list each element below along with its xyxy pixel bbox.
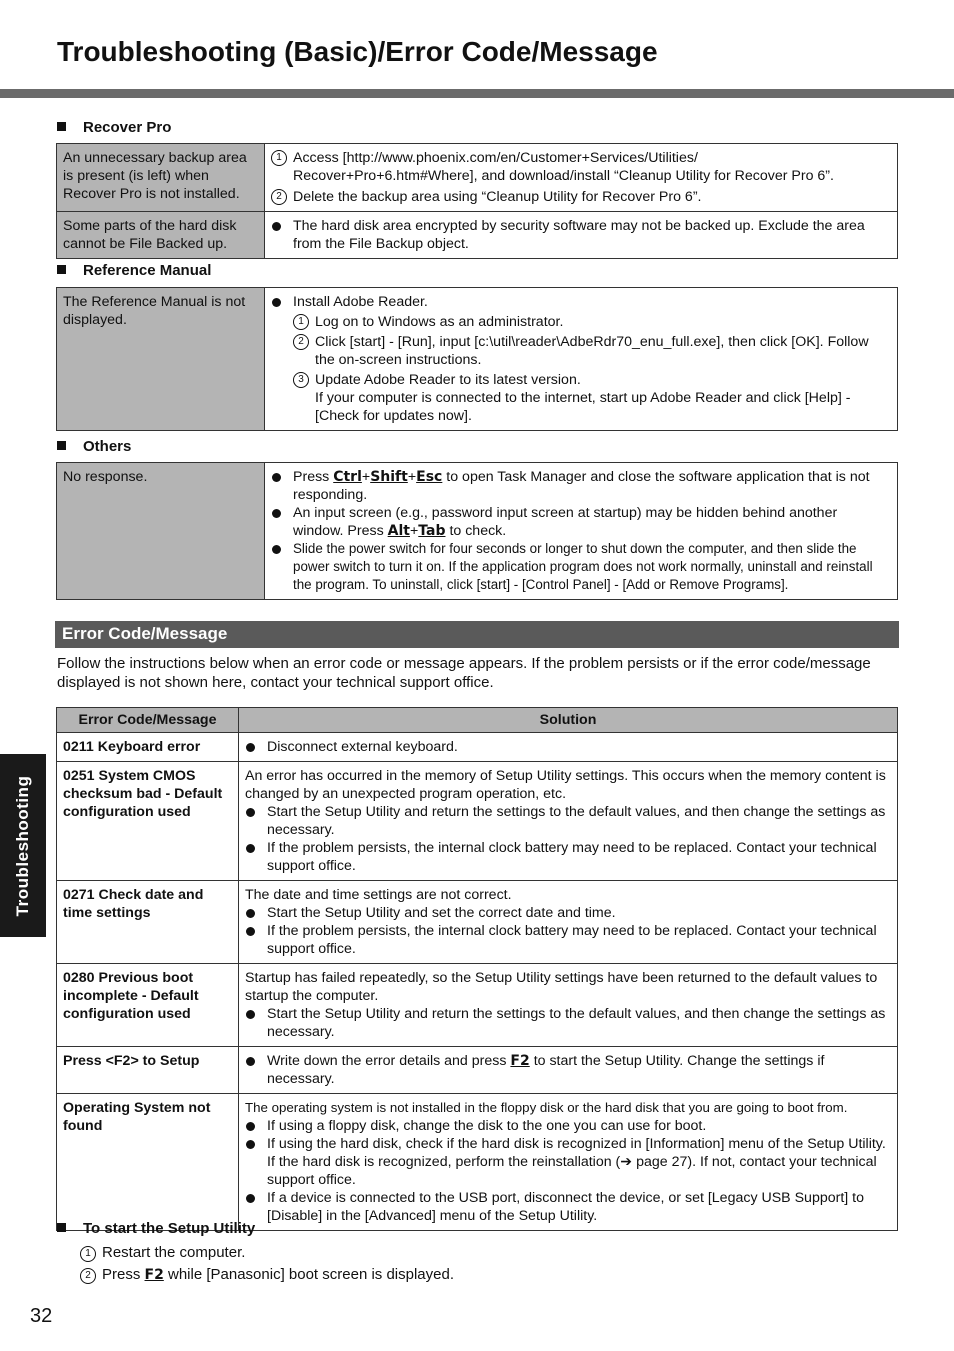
error-code-cell: 0211 Keyboard error bbox=[57, 733, 239, 762]
circled-number-icon: 1 bbox=[80, 1246, 96, 1262]
title-rule bbox=[0, 89, 954, 98]
square-bullet-icon bbox=[57, 441, 66, 450]
reference-manual-heading: Reference Manual bbox=[57, 262, 211, 279]
table-row bbox=[57, 1047, 898, 1094]
solution-cell bbox=[239, 1094, 898, 1231]
page-title: Troubleshooting (Basic)/Error Code/Message bbox=[57, 36, 658, 67]
square-bullet-icon bbox=[57, 122, 66, 131]
circled-number-icon: 1 bbox=[293, 314, 309, 330]
circled-number-icon: 2 bbox=[293, 334, 309, 350]
list-item: Disconnect external keyboard. bbox=[245, 738, 891, 756]
error-code-cell: Press <F2> to Setup bbox=[57, 1047, 239, 1094]
problem-cell: The Reference Manual is not displayed. bbox=[57, 288, 265, 431]
bullet-icon bbox=[272, 222, 281, 231]
circled-number-icon: 3 bbox=[293, 372, 309, 388]
list-item: If using the hard disk, check if the hard disk is recognized in [Information] menu of the Setup Utility. If the hard disk is recognized, perform the reinstallation (➔ page 27). If not, contact your technical support office. bbox=[245, 1135, 891, 1189]
solution-text: An error has occurred in the memory of Setup Utility settings. This occurs when the memory content is changed by an unexpected program operation, etc. bbox=[245, 768, 886, 802]
bullet-icon bbox=[246, 743, 255, 752]
key-esc: Esc bbox=[416, 469, 443, 485]
setup-step-2: 2 Press F2 while [Panasonic] boot screen is displayed. bbox=[80, 1266, 454, 1283]
table-row bbox=[57, 762, 898, 881]
bullet-icon bbox=[246, 909, 255, 918]
error-code-cell: 0280 Previous boot incomplete - Default configuration used bbox=[57, 964, 239, 1047]
list-item: If a device is connected to the USB port, disconnect the device, or set [Legacy USB Support] to [Disable] in the [Advanced] menu of the Setup Utility. bbox=[245, 1189, 891, 1225]
solution-cell bbox=[265, 463, 898, 600]
list-item-continuation: If your computer is connected to the internet, start up Adobe Reader and click [Help] - [Check for updates now]. bbox=[315, 390, 851, 424]
key-ctrl: Ctrl bbox=[333, 469, 362, 485]
others-heading: Others bbox=[57, 438, 131, 455]
solution-cell bbox=[265, 144, 898, 212]
list-item: Slide the power switch for four seconds or longer to shut down the computer, and then slide the power switch to turn it on. If the application program does not work normally, uninstall and reinstall the program. To uninstall, click [start] - [Control Panel] - [Add or Remove Programs]. bbox=[271, 540, 891, 594]
column-header-solution: Solution bbox=[239, 708, 898, 733]
solution-text: Startup has failed repeatedly, so the Setup Utility settings have been returned to the default values to startup the computer. bbox=[245, 970, 878, 1004]
recover-pro-table bbox=[56, 143, 898, 259]
arrow-right-icon: ➔ bbox=[620, 1154, 633, 1170]
list-item: An input screen (e.g., password input screen at startup) may be hidden behind another window. Press Alt+Tab to check. bbox=[271, 504, 891, 540]
key-f2: F2 bbox=[144, 1267, 164, 1283]
list-item: If the problem persists, the internal clock battery may need to be replaced. Contact your technical support office. bbox=[245, 922, 891, 958]
table-row bbox=[57, 1094, 898, 1231]
key-f2: F2 bbox=[510, 1053, 530, 1069]
list-item: 3 Update Adobe Reader to its latest version. bbox=[293, 371, 891, 389]
bullet-icon bbox=[272, 545, 281, 554]
list-item-continuation: Recover+Pro+6.htm#Where], and download/install “Cleanup Utility for Recover Pro 6”. bbox=[293, 168, 834, 184]
list-item: 2 Click [start] - [Run], input [c:\util\reader\AdbeRdr70_enu_full.exe], then click [OK]. Follow the on-screen instructions. bbox=[293, 333, 891, 369]
circled-number-icon: 1 bbox=[271, 150, 287, 166]
bullet-icon bbox=[246, 1194, 255, 1203]
side-tab-label: Troubleshooting bbox=[13, 775, 32, 916]
bullet-icon bbox=[272, 473, 281, 482]
solution-text: The operating system is not installed in the floppy disk or the hard disk that you are going to boot from. bbox=[245, 1100, 848, 1115]
column-header-code: Error Code/Message bbox=[57, 708, 239, 733]
table-header-row bbox=[57, 708, 898, 733]
recover-pro-heading: Recover Pro bbox=[57, 119, 171, 136]
table-row bbox=[57, 463, 898, 600]
error-code-table bbox=[56, 707, 898, 1231]
list-item: Install Adobe Reader. bbox=[271, 293, 891, 311]
solution-text: The date and time settings are not correct. bbox=[245, 887, 512, 903]
section-heading-bar bbox=[55, 621, 899, 648]
list-item: The hard disk area encrypted by security software may not be backed up. Exclude the area from the File Backup object. bbox=[271, 217, 891, 253]
bullet-icon bbox=[272, 298, 281, 307]
setup-step-1: 1 Restart the computer. bbox=[80, 1244, 245, 1261]
list-item: If using a floppy disk, change the disk to the one you can use for boot. bbox=[245, 1117, 891, 1135]
table-row bbox=[57, 881, 898, 964]
list-item: Start the Setup Utility and return the settings to the default values, and then change the settings as necessary. bbox=[245, 1005, 891, 1041]
bullet-icon bbox=[246, 927, 255, 936]
list-item: Press Ctrl+Shift+Esc to open Task Manager and close the software application that is not responding. bbox=[271, 468, 891, 504]
reference-manual-table bbox=[56, 287, 898, 431]
side-tab bbox=[0, 754, 46, 937]
bullet-icon bbox=[246, 1010, 255, 1019]
key-tab: Tab bbox=[418, 523, 446, 539]
circled-number-icon: 2 bbox=[80, 1268, 96, 1284]
solution-cell bbox=[239, 881, 898, 964]
solution-cell bbox=[239, 1047, 898, 1094]
problem-cell: An unnecessary backup area is present (is left) when Recover Pro is not installed. bbox=[57, 144, 265, 212]
square-bullet-icon bbox=[57, 1223, 66, 1232]
solution-cell bbox=[239, 964, 898, 1047]
bullet-icon bbox=[246, 1122, 255, 1131]
list-item: Start the Setup Utility and return the settings to the default values, and then change the settings as necessary. bbox=[245, 803, 891, 839]
bullet-icon bbox=[246, 1057, 255, 1066]
table-row bbox=[57, 144, 898, 212]
intro-paragraph: Follow the instructions below when an error code or message appears. If the problem persists or if the error code/message displayed is not shown here, contact your technical support office. bbox=[57, 655, 871, 691]
table-row bbox=[57, 288, 898, 431]
key-shift: Shift bbox=[370, 469, 408, 485]
setup-utility-heading: To start the Setup Utility bbox=[57, 1220, 255, 1237]
problem-cell: Some parts of the hard disk cannot be File Backed up. bbox=[57, 212, 265, 259]
list-item: 1 Log on to Windows as an administrator. bbox=[293, 313, 891, 331]
table-row bbox=[57, 212, 898, 259]
list-item: Start the Setup Utility and set the correct date and time. bbox=[245, 904, 891, 922]
bullet-icon bbox=[272, 509, 281, 518]
section-heading: Error Code/Message bbox=[62, 624, 228, 643]
error-code-cell: 0251 System CMOS checksum bad - Default configuration used bbox=[57, 762, 239, 881]
list-item: 1 Access [http://www.phoenix.com/en/Customer+Services/Utilities/ bbox=[271, 149, 891, 167]
key-alt: Alt bbox=[387, 523, 410, 539]
problem-cell: No response. bbox=[57, 463, 265, 600]
others-table bbox=[56, 462, 898, 600]
table-row bbox=[57, 964, 898, 1047]
solution-cell bbox=[265, 288, 898, 431]
list-item: If the problem persists, the internal clock battery may need to be replaced. Contact your technical support office. bbox=[245, 839, 891, 875]
solution-cell bbox=[265, 212, 898, 259]
error-code-cell: 0271 Check date and time settings bbox=[57, 881, 239, 964]
circled-number-icon: 2 bbox=[271, 189, 287, 205]
bullet-icon bbox=[246, 808, 255, 817]
list-item: 2 Delete the backup area using “Cleanup Utility for Recover Pro 6”. bbox=[271, 188, 891, 206]
list-item: Write down the error details and press F2 to start the Setup Utility. Change the settings if necessary. bbox=[245, 1052, 891, 1088]
error-code-cell: Operating System not found bbox=[57, 1094, 239, 1231]
bullet-icon bbox=[246, 844, 255, 853]
solution-cell bbox=[239, 762, 898, 881]
table-row bbox=[57, 733, 898, 762]
solution-cell bbox=[239, 733, 898, 762]
bullet-icon bbox=[246, 1140, 255, 1149]
page-number: 32 bbox=[30, 1305, 53, 1327]
square-bullet-icon bbox=[57, 265, 66, 274]
